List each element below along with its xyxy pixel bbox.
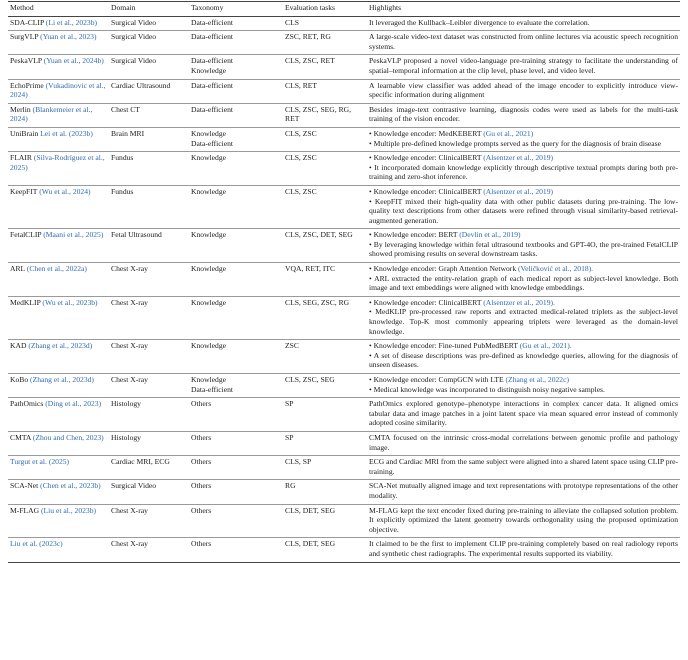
highlight-text-run: Knowledge encoder: CompGCN with LTE	[373, 375, 506, 384]
taxonomy-label: Knowledge	[191, 153, 227, 163]
method-cell	[8, 263, 109, 297]
method-citation-link[interactable]: (Ding et al., 2023)	[45, 399, 102, 409]
highlight-text-run: Multiple pre-defined knowledge prompts served as the query for the diagnosis of brain disease	[373, 138, 661, 148]
highlight-text	[369, 81, 678, 100]
highlight-text	[369, 18, 678, 28]
highlight-bullet-item	[369, 351, 678, 370]
method-citation-link[interactable]: Liu et al. (2023c)	[10, 539, 63, 549]
highlight-text-run: Medical knowledge was incorporated to distinguish noisy negative samples.	[373, 384, 605, 394]
taxonomy-cell	[189, 374, 283, 398]
taxonomy-label: Others	[191, 539, 212, 549]
domain-cell: Surgical Video	[109, 480, 189, 504]
method-cell	[8, 16, 109, 31]
highlight-bullet-item	[369, 264, 678, 274]
highlight-text-run: ECG and Cardiac MRI from the same subject were aligned into a shared latent space using CLIP pre-training.	[369, 457, 678, 476]
domain-cell: Chest X-ray	[109, 296, 189, 339]
highlights-cell	[367, 480, 680, 504]
evaluation-tasks-cell: CLS, ZSC, DET, SEG	[283, 229, 367, 263]
domain-cell: Chest X-ray	[109, 374, 189, 398]
evaluation-tasks-cell: CLS, DET, SEG	[283, 504, 367, 538]
table-row	[8, 103, 680, 127]
highlight-text-run: Knowledge encoder: ClinicalBERT	[373, 153, 484, 163]
domain-cell: Brain MRI	[109, 127, 189, 151]
taxonomy-label: Data-efficient	[191, 138, 234, 148]
table-row	[8, 31, 680, 55]
highlight-bullet-item	[369, 230, 678, 240]
evaluation-tasks-cell: RG	[283, 480, 367, 504]
method-name: KeepFIT	[10, 186, 40, 196]
method-name: MedKLIP	[10, 297, 43, 307]
header-method: Method	[8, 2, 109, 17]
method-citation-link[interactable]: (Liu et al., 2023b)	[41, 505, 97, 515]
taxonomy-cell	[189, 31, 283, 55]
highlight-citation-link[interactable]: (Alsentzer et al., 2019)	[483, 186, 554, 196]
taxonomy-cell	[189, 103, 283, 127]
highlight-text-run: MedKLIP pre-processed raw reports and extracted medical-related triplets as the subject-level knowledge. Top-K most commonly appearing triplets were leveraged as the domain-level knowledge.	[369, 307, 678, 336]
header-evaluation-tasks: Evaluation tasks	[283, 2, 367, 17]
method-name: KAD	[10, 341, 29, 351]
domain-cell: Chest X-ray	[109, 538, 189, 562]
method-name: Merlin	[10, 104, 33, 114]
highlights-cell	[367, 456, 680, 480]
table-row	[8, 538, 680, 562]
method-citation-link[interactable]: (Chen et al., 2023b)	[40, 481, 101, 491]
highlight-text-run: It claimed to be the first to implement CLIP pre-training completely based on real radiology reports and synthetic chest radiographs. The experimental results supported its viability.	[369, 539, 678, 558]
methods-comparison-table	[8, 1, 680, 563]
highlights-cell	[367, 398, 680, 432]
taxonomy-cell	[189, 431, 283, 455]
highlight-citation-link[interactable]: (Alsentzer et al., 2019).	[483, 297, 555, 307]
highlight-citation-link[interactable]: (Devlin et al., 2019)	[459, 230, 521, 240]
domain-cell: Surgical Video	[111, 17, 157, 27]
taxonomy-cell	[189, 263, 283, 297]
highlight-bullet-item	[369, 375, 678, 385]
highlights-cell	[367, 340, 680, 374]
highlights-cell	[367, 16, 680, 31]
method-cell	[8, 229, 109, 263]
domain-cell: Surgical Video	[109, 55, 189, 79]
highlight-text-run: PeskaVLP proposed a novel video-language pre-training strategy to facilitate the understanding of spatial–temporal information at the clip level, phase level, and video level.	[369, 56, 678, 75]
taxonomy-cell	[189, 127, 283, 151]
highlights-cell	[367, 374, 680, 398]
evaluation-tasks-cell: CLS, DET, SEG	[283, 538, 367, 562]
taxonomy-label: Knowledge	[191, 341, 227, 351]
taxonomy-cell	[189, 55, 283, 79]
domain-cell: Cardiac Ultrasound	[109, 79, 189, 103]
table-row	[8, 296, 680, 339]
taxonomy-cell	[189, 296, 283, 339]
highlight-bullet-item	[369, 240, 678, 259]
highlight-citation-link[interactable]: (Gu et al., 2021)	[483, 128, 534, 138]
taxonomy-label: Knowledge	[191, 186, 227, 196]
method-name: FLAIR	[10, 153, 34, 163]
table-row	[8, 152, 680, 186]
method-name: SurgVLP	[10, 32, 41, 42]
taxonomy-label: Others	[191, 505, 212, 515]
table-row	[8, 55, 680, 79]
highlight-text-run: M-FLAG kept the text encoder fixed during pre-training to alleviate the collapsed solution problem. It explicitly optimized the latent geometry towards orthogonality using the proposed optimization objective.	[369, 505, 678, 534]
domain-cell: Cardiac MRI, ECG	[109, 456, 189, 480]
highlight-text-run: A large-scale video-text dataset was constructed from online lectures via acoustic speech recognition systems.	[369, 32, 678, 51]
method-cell	[8, 374, 109, 398]
evaluation-tasks-cell: ZSC, RET, RG	[283, 31, 367, 55]
method-cell	[8, 55, 109, 79]
table-row	[8, 185, 680, 228]
highlight-text-run: Knowledge encoder: ClinicalBERT	[373, 297, 484, 307]
domain-cell: Histology	[109, 398, 189, 432]
method-citation-link[interactable]: (Zhang et al., 2023d)	[28, 341, 93, 351]
method-name: UniBrain	[10, 128, 41, 138]
domain-cell: Chest X-ray	[109, 504, 189, 538]
method-name: EchoPrime	[10, 80, 46, 90]
taxonomy-label: Others	[191, 457, 212, 467]
evaluation-tasks-cell: CLS, ZSC, SEG, RG, RET	[283, 103, 367, 127]
highlight-bullet-item	[369, 197, 678, 226]
highlight-bullet-item	[369, 307, 678, 336]
method-name: FetalCLIP	[10, 230, 44, 240]
highlights-cell	[367, 55, 680, 79]
highlight-text	[369, 105, 678, 124]
highlights-cell	[367, 79, 680, 103]
method-citation-link[interactable]: (Yuan et al., 2024b)	[43, 56, 104, 66]
domain-cell: Surgical Video	[109, 31, 189, 55]
highlight-text-run: SCA-Net mutually aligned image and text representations with prototype representations of the other modality.	[369, 481, 678, 500]
table-row	[8, 374, 680, 398]
method-cell	[8, 456, 109, 480]
method-cell	[8, 296, 109, 339]
taxonomy-cell	[189, 538, 283, 562]
method-citation-link[interactable]: (Vukadinovic et al., 2024)	[10, 80, 106, 100]
taxonomy-cell	[189, 229, 283, 263]
table-row	[8, 504, 680, 538]
evaluation-tasks-cell: CLS, ZSC	[283, 185, 367, 228]
taxonomy-cell	[189, 456, 283, 480]
evaluation-tasks-cell: CLS, SEG, ZSC, RG	[283, 296, 367, 339]
highlight-text	[369, 32, 678, 51]
method-cell	[8, 431, 109, 455]
highlights-cell	[367, 431, 680, 455]
table-header	[8, 2, 680, 17]
method-citation-link[interactable]: (Yuan et al., 2023)	[40, 32, 97, 42]
header-highlights: Highlights	[367, 2, 680, 17]
taxonomy-label: Data-efficient	[191, 104, 234, 114]
highlight-text	[369, 506, 678, 535]
highlight-text-run: ARL extracted the entity-relation graph of each medical report as subject-level knowledge. Both image and text embeddings were aligned with knowledge embeddings.	[369, 273, 679, 293]
highlight-text-run: It leveraged the Kullback–Leibler divergence to evaluate the correlation.	[369, 17, 590, 27]
method-citation-link[interactable]: Turgut et al. (2025)	[10, 457, 70, 467]
highlight-citation-link[interactable]: (Veličković et al., 2018).	[518, 264, 594, 274]
highlights-cell	[367, 229, 680, 263]
highlight-bullet-item	[369, 153, 678, 163]
highlight-text	[369, 539, 678, 558]
method-cell	[8, 31, 109, 55]
evaluation-tasks-cell: CLS, ZSC, SEG	[283, 374, 367, 398]
method-cell	[8, 127, 109, 151]
highlight-bullet-item	[369, 341, 678, 351]
taxonomy-cell	[189, 79, 283, 103]
taxonomy-label: Data-efficient	[191, 56, 234, 66]
taxonomy-label: Others	[191, 481, 212, 491]
highlight-text-run: By leveraging knowledge within fetal ultrasound textbooks and GPT-4O, the pre-trained FetalCLIP showed promising results on several downstream tasks.	[369, 239, 678, 259]
header-taxonomy: Taxonomy	[189, 2, 283, 17]
method-citation-link[interactable]: (Li et al., 2023b)	[45, 17, 98, 27]
evaluation-tasks-cell: VQA, RET, ITC	[283, 263, 367, 297]
domain-cell: Fundus	[109, 185, 189, 228]
highlight-text-run: CMTA focused on the intrinsic cross-modal correlations between genomic profile and pathology image.	[369, 432, 678, 452]
evaluation-tasks-cell: CLS, RET	[283, 79, 367, 103]
table-row	[8, 480, 680, 504]
method-cell	[8, 103, 109, 127]
highlight-bullet-item	[369, 129, 678, 139]
taxonomy-cell	[189, 398, 283, 432]
method-name: PeskaVLP	[10, 56, 44, 66]
highlight-text	[369, 433, 678, 452]
domain-cell: Histology	[109, 431, 189, 455]
highlights-cell	[367, 103, 680, 127]
taxonomy-label: Knowledge	[191, 375, 227, 384]
taxonomy-label: Data-efficient	[191, 384, 234, 394]
method-cell	[8, 152, 109, 186]
method-cell	[8, 480, 109, 504]
highlight-text-run: PathOmics explored genotype–phenotype interactions in complex cancer data. It aligned omics tabular data and image patches in a joint latent space via mean squared error instead of commonly adopted cosine similarity.	[369, 399, 678, 428]
taxonomy-label: Knowledge	[191, 128, 227, 138]
table-row	[8, 431, 680, 455]
highlight-text	[369, 457, 678, 476]
evaluation-tasks-cell: SP	[283, 431, 367, 455]
method-citation-link[interactable]: (Silva-Rodríguez et al., 2025)	[10, 153, 105, 172]
highlights-cell	[367, 504, 680, 538]
taxonomy-cell	[189, 480, 283, 504]
table-row	[8, 456, 680, 480]
method-cell	[8, 79, 109, 103]
method-name: ARL	[10, 264, 27, 274]
method-name: SDA-CLIP	[10, 17, 46, 27]
highlight-text-run: Knowledge encoder: Graph Attention Network	[373, 264, 519, 274]
taxonomy-label: Data-efficient	[191, 32, 234, 42]
domain-cell: Chest X-ray	[109, 340, 189, 374]
domain-cell: Fetal Ultrasound	[109, 229, 189, 263]
taxonomy-label: Knowledge	[191, 65, 227, 75]
taxonomy-label: Others	[191, 432, 212, 442]
domain-cell: Chest X-ray	[109, 263, 189, 297]
method-cell	[8, 340, 109, 374]
highlight-text-run: Knowledge encoder: BERT	[373, 230, 460, 240]
method-cell	[8, 185, 109, 228]
highlight-text-run: KeepFIT mixed their high-quality data with other public datasets during pre-training. The low-quality text descriptions from other datasets were refined through visual similarity-based retrieval-augmented generation.	[369, 196, 678, 225]
highlight-bullet-item	[369, 385, 678, 395]
taxonomy-cell	[189, 152, 283, 186]
highlight-text-run: Besides image-text contrastive learning, diagnosis codes were used as labels for the multi-task training of the vision encoder.	[369, 104, 678, 124]
highlight-bullet-item	[369, 298, 678, 308]
evaluation-tasks-cell: ZSC	[283, 340, 367, 374]
highlight-bullet-item	[369, 163, 678, 182]
taxonomy-cell	[189, 504, 283, 538]
evaluation-tasks-cell: CLS	[285, 17, 299, 27]
method-name: KoBo	[10, 375, 31, 384]
highlights-cell	[367, 127, 680, 151]
evaluation-tasks-cell: CLS, ZSC	[283, 127, 367, 151]
highlight-text	[369, 56, 678, 75]
table-row	[8, 127, 680, 151]
highlight-text-run: A set of disease descriptions was pre-defined as knowledge queries, allowing for the diagnosis of unseen diseases.	[369, 350, 678, 370]
highlights-cell	[367, 296, 680, 339]
highlight-bullet-item	[369, 274, 678, 293]
highlight-citation-link[interactable]: (Zhang et al., 2022c)	[505, 375, 569, 384]
taxonomy-label: Knowledge	[191, 297, 227, 307]
table-body	[8, 16, 680, 562]
method-name: CMTA	[10, 432, 33, 442]
method-cell	[8, 538, 109, 562]
method-name: SCA-Net	[10, 481, 41, 491]
evaluation-tasks-cell: CLS, ZSC	[283, 152, 367, 186]
taxonomy-cell	[189, 340, 283, 374]
table-row	[8, 229, 680, 263]
method-name: PathOmics	[10, 399, 46, 409]
highlights-cell	[367, 538, 680, 562]
taxonomy-label: Knowledge	[191, 230, 227, 240]
highlight-bullet-item	[369, 139, 678, 149]
highlight-text	[369, 481, 678, 500]
comparison-table-container	[8, 0, 680, 563]
domain-cell: Fundus	[109, 152, 189, 186]
method-name: M-FLAG	[10, 505, 42, 515]
highlight-text-run: Knowledge encoder: ClinicalBERT	[373, 186, 484, 196]
method-citation-link[interactable]: (Blankemeier et al., 2024)	[10, 104, 93, 124]
taxonomy-cell	[189, 185, 283, 228]
highlights-cell	[367, 31, 680, 55]
header-domain: Domain	[109, 2, 189, 17]
table-row	[8, 398, 680, 432]
method-cell	[8, 504, 109, 538]
taxonomy-label: Others	[191, 399, 212, 409]
highlights-cell	[367, 152, 680, 186]
taxonomy-label: Data-efficient	[191, 17, 234, 27]
highlight-citation-link[interactable]: (Alsentzer et al., 2019)	[483, 153, 554, 163]
method-citation-link[interactable]: Lei et al. (2023b)	[40, 128, 93, 138]
table-row	[8, 16, 680, 31]
highlights-cell	[367, 263, 680, 297]
highlights-cell	[367, 185, 680, 228]
highlight-text-run: A learnable view classifier was added ahead of the image encoder to explicitly introduce view-specific information during alignment	[369, 80, 678, 100]
domain-cell: Chest CT	[109, 103, 189, 127]
evaluation-tasks-cell: CLS, SP	[283, 456, 367, 480]
method-citation-link[interactable]: (Wu et al., 2023b)	[42, 297, 98, 307]
evaluation-tasks-cell: CLS, ZSC, RET	[283, 55, 367, 79]
highlight-text	[369, 399, 678, 428]
highlight-citation-link[interactable]: (Gu et al., 2021).	[519, 341, 572, 351]
evaluation-tasks-cell: SP	[283, 398, 367, 432]
method-citation-link[interactable]: (Chen et al., 2022a)	[26, 264, 87, 274]
method-cell	[8, 398, 109, 432]
table-row	[8, 79, 680, 103]
highlight-bullet-item	[369, 187, 678, 197]
method-citation-link[interactable]: (Zhou and Chen, 2023)	[32, 432, 104, 442]
taxonomy-label: Knowledge	[191, 264, 227, 274]
highlight-text-run: Knowledge encoder: MedKEBERT	[373, 128, 484, 138]
method-citation-link[interactable]: (Maani et al., 2025)	[43, 230, 104, 240]
taxonomy-cell	[189, 16, 283, 31]
table-row	[8, 340, 680, 374]
taxonomy-label: Data-efficient	[191, 80, 234, 90]
highlight-text-run: It incorporated domain knowledge explicitly through descriptive textual prompts during both pre-training and zero-shot inference.	[369, 162, 678, 182]
method-citation-link[interactable]: (Wu et al., 2024)	[39, 186, 91, 196]
highlight-text-run: Knowledge encoder: Fine-tuned PubMedBERT	[373, 341, 520, 351]
method-citation-link[interactable]: (Zhang et al., 2023d)	[30, 375, 94, 384]
table-row	[8, 263, 680, 297]
